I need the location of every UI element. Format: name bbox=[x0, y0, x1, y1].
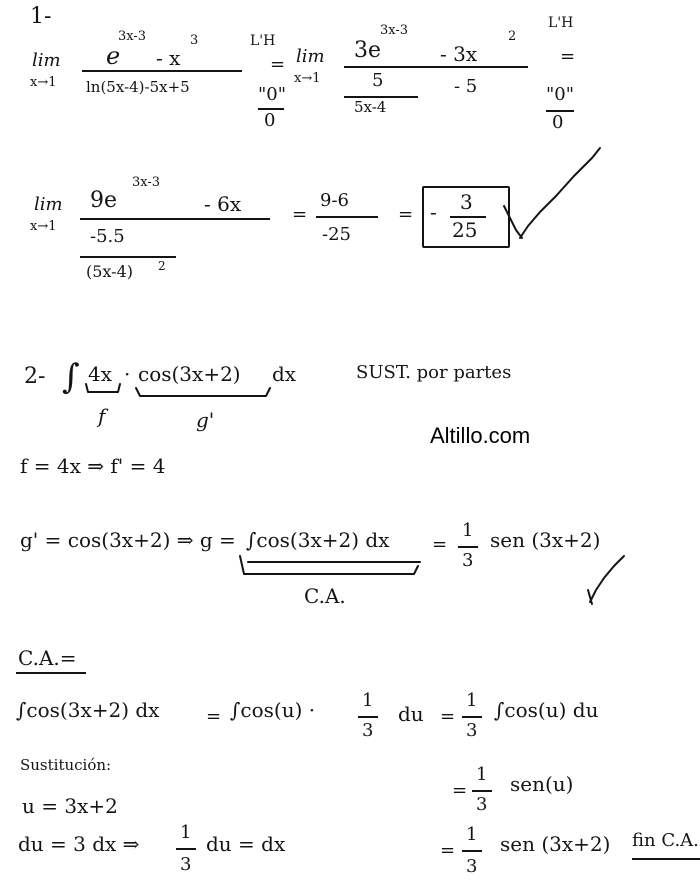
numerator-rest-3: - 6x bbox=[204, 192, 242, 216]
check-mark-1 bbox=[520, 148, 600, 238]
ca-brace-label: C.A. bbox=[304, 584, 346, 608]
denominator-rest: - 5 bbox=[454, 76, 478, 97]
label-f: f bbox=[98, 404, 106, 428]
gprime-underbrace bbox=[136, 388, 270, 396]
ca-end-note: fin C.A. bbox=[632, 830, 699, 851]
f-underbrace bbox=[86, 384, 120, 392]
equals-sign-3: = bbox=[292, 204, 308, 225]
g-result: sen (3x+2) bbox=[490, 528, 601, 552]
g-coef-num: 1 bbox=[462, 520, 474, 541]
denominator-bottom: (5x-4) bbox=[86, 262, 133, 281]
numerator-rest-exponent-2: 2 bbox=[508, 29, 517, 44]
ca-frac-den-3: 3 bbox=[466, 856, 478, 877]
check-mark-2 bbox=[590, 556, 624, 602]
ca-frac-num-1: 1 bbox=[362, 690, 374, 711]
inner-denominator: 5x-4 bbox=[354, 98, 387, 116]
du-frac-num: 1 bbox=[180, 822, 192, 843]
answer-denominator: 25 bbox=[452, 218, 478, 242]
limit-subscript-3: x→1 bbox=[30, 219, 57, 234]
ca-du: du bbox=[398, 702, 424, 726]
problem-number-2: 2- bbox=[24, 364, 46, 389]
g-integral: ∫cos(3x+2) dx bbox=[246, 528, 390, 552]
integral-sign: ∫ bbox=[62, 357, 80, 397]
simplified-denominator: -25 bbox=[322, 224, 351, 245]
denominator: ln(5x-4)-5x+5 bbox=[86, 78, 190, 96]
indeterminate-numerator-2: "0" bbox=[546, 84, 575, 105]
numerator-exponent-2: 3x-3 bbox=[380, 23, 409, 38]
indeterminate-denominator: 0 bbox=[264, 110, 276, 131]
ca-equals-4: = bbox=[440, 840, 456, 861]
factor-f: 4x bbox=[88, 362, 113, 386]
u-definition: u = 3x+2 bbox=[22, 794, 118, 818]
label-gprime: g' bbox=[196, 408, 215, 432]
equals-sign-2: = bbox=[560, 46, 576, 67]
numerator-rest: - x bbox=[156, 46, 181, 70]
lhopital-mark-2: L'H bbox=[548, 15, 574, 31]
differential: dx bbox=[272, 362, 297, 386]
ca-equals-2: = bbox=[440, 706, 456, 727]
ca-sen-u: sen(u) bbox=[510, 772, 574, 796]
simplified-numerator: 9-6 bbox=[320, 190, 349, 211]
problem-number: 1- bbox=[30, 4, 52, 29]
product-dot: · bbox=[124, 362, 131, 386]
limit-label-3: lim bbox=[34, 194, 63, 215]
numerator-rest-2: - 3x bbox=[440, 42, 478, 66]
limit-subscript: x→1 bbox=[30, 75, 57, 90]
ca-coef-den: 3 bbox=[466, 720, 478, 741]
answer-numerator: 3 bbox=[460, 190, 473, 214]
ca-substituted: ∫cos(u) · bbox=[230, 698, 316, 722]
check-mark-1-tick bbox=[504, 206, 522, 238]
limit-label-2: lim bbox=[296, 46, 325, 67]
du-frac-den: 3 bbox=[180, 854, 192, 875]
ca-equals-1: = bbox=[206, 706, 222, 727]
f-definition: f = 4x ⇒ f' = 4 bbox=[20, 454, 166, 478]
ca-frac-num-3: 1 bbox=[466, 824, 478, 845]
lhopital-mark: L'H bbox=[250, 33, 276, 49]
g-definition: g' = cos(3x+2) ⇒ g = bbox=[20, 528, 236, 552]
answer-sign: - bbox=[430, 200, 437, 224]
limit-label: lim bbox=[32, 50, 61, 71]
g-equals: = bbox=[432, 534, 448, 555]
denominator-top: -5.5 bbox=[90, 226, 125, 247]
denominator-bottom-exponent: 2 bbox=[158, 259, 166, 273]
ca-integral-u: ∫cos(u) du bbox=[494, 698, 599, 722]
ca-final-result: sen (3x+2) bbox=[500, 832, 611, 856]
numerator-coefficient: 3e bbox=[354, 38, 382, 63]
numerator-rest-exponent: 3 bbox=[190, 33, 199, 48]
ca-equals-3: = bbox=[452, 780, 468, 801]
du-definition: du = 3 dx ⇒ bbox=[18, 832, 140, 856]
limit-subscript-2: x→1 bbox=[294, 71, 321, 86]
numerator-coefficient-3: 9e bbox=[90, 188, 118, 213]
ca-frac-num-2: 1 bbox=[476, 764, 488, 785]
ca-frac-den-2: 3 bbox=[476, 794, 488, 815]
factor-gprime: cos(3x+2) bbox=[138, 362, 241, 386]
numerator-base: e bbox=[106, 42, 121, 70]
inner-numerator: 5 bbox=[372, 70, 384, 91]
numerator-exponent: 3x-3 bbox=[118, 29, 147, 44]
ca-underbrace bbox=[240, 556, 418, 574]
equals-sign-4: = bbox=[398, 204, 414, 225]
numerator-exponent-3: 3x-3 bbox=[132, 175, 161, 190]
watermark: Altillo.com bbox=[430, 423, 531, 448]
equals-sign: = bbox=[270, 54, 286, 75]
ca-frac-den-1: 3 bbox=[362, 720, 374, 741]
g-coef-den: 3 bbox=[462, 550, 474, 571]
ca-coef-num: 1 bbox=[466, 690, 478, 711]
method-note: SUST. por partes bbox=[356, 362, 512, 383]
ca-heading: C.A.= bbox=[18, 646, 77, 670]
ca-integral: ∫cos(3x+2) dx bbox=[16, 698, 160, 722]
substitution-label: Sustitución: bbox=[20, 756, 112, 774]
indeterminate-denominator-2: 0 bbox=[552, 112, 564, 133]
indeterminate-numerator: "0" bbox=[258, 84, 287, 105]
du-equals-dx: du = dx bbox=[206, 832, 286, 856]
